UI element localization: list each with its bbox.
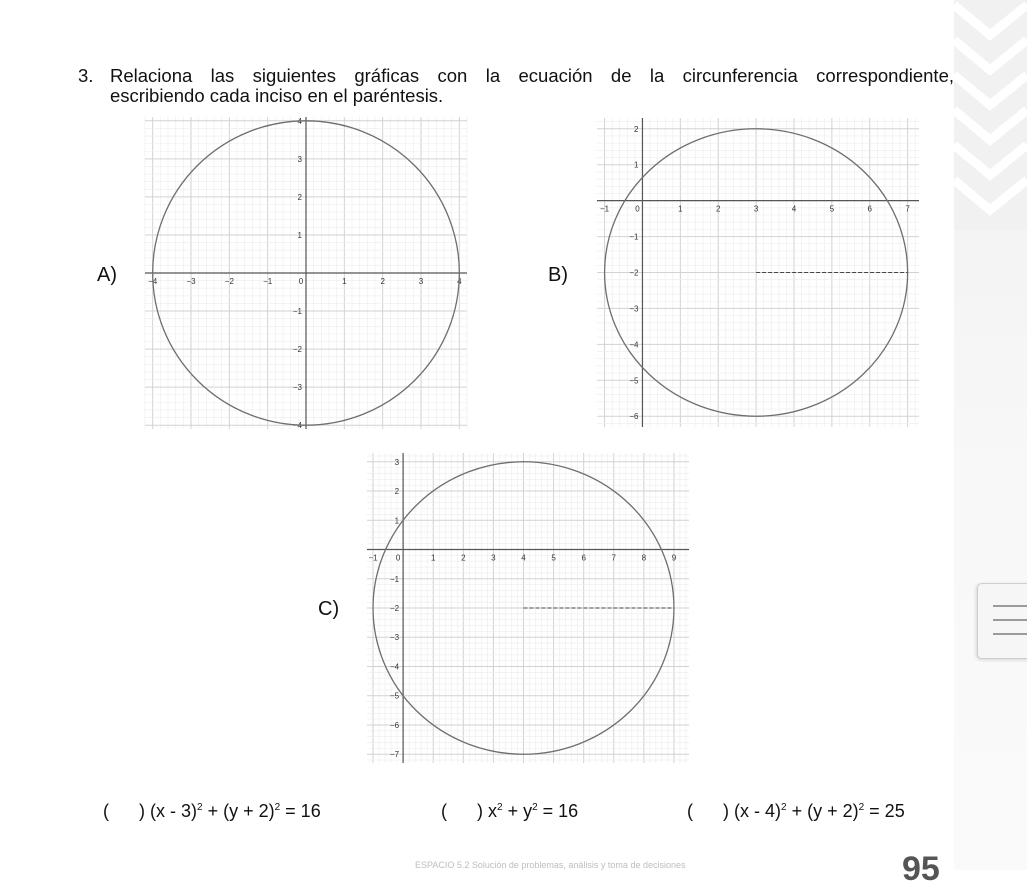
x-tick-label: 2: [461, 553, 466, 563]
y-tick-label: 3: [394, 457, 400, 467]
y-tick-label: −3: [629, 304, 639, 314]
y-tick-label: −1: [629, 232, 639, 242]
y-tick-label: 3: [297, 154, 302, 164]
menu-button[interactable]: [977, 583, 1027, 659]
y-tick-label: 1: [394, 516, 400, 526]
x-tick-label: −4: [148, 277, 158, 286]
x-tick-label: 0: [298, 277, 304, 286]
x-tick-label: 1: [342, 277, 347, 286]
question-text-line1: Relaciona las siguientes gráficas con la ecuación de la circunferencia correspondiente,: [110, 65, 954, 86]
question-text: [110, 66, 954, 106]
hamburger-icon-line: [993, 633, 1027, 635]
x-tick-label: 3: [753, 204, 759, 214]
page-number: 95: [902, 850, 940, 888]
y-tick-label: −2: [389, 604, 400, 613]
y-tick-label: −1: [389, 574, 400, 584]
x-tick-label: 4: [521, 553, 526, 563]
chevron-pattern-icon: [954, 0, 1027, 230]
x-tick-label: 1: [430, 553, 436, 563]
answer-2-close-paren: ): [477, 801, 483, 821]
answer-1-open-paren[interactable]: (: [103, 801, 109, 821]
graph-c-label: C): [318, 598, 340, 620]
x-tick-label: 3: [491, 553, 496, 563]
answer-option-1: [103, 801, 321, 822]
y-tick-label: 1: [634, 160, 639, 170]
hamburger-icon-line: [993, 619, 1027, 621]
x-tick-label: −1: [263, 277, 273, 286]
x-tick-label: 9: [671, 553, 677, 563]
y-tick-label: −5: [629, 376, 639, 386]
answer-option-2: [441, 801, 578, 822]
x-tick-label: −1: [368, 553, 378, 563]
x-tick-label: 7: [905, 204, 910, 214]
graph-a-label: A): [97, 264, 117, 286]
x-tick-label: −1: [600, 204, 610, 214]
answer-1-close-paren: ): [139, 801, 145, 821]
graph-b-label: B): [548, 264, 568, 286]
y-tick-label: −1: [292, 307, 302, 317]
y-tick-label: −2: [629, 268, 639, 278]
x-tick-label: 2: [715, 204, 721, 214]
answer-2-equation: $x^2 + y^2 = 16$: [488, 801, 579, 821]
y-tick-label: 1: [297, 230, 302, 240]
x-tick-label: 0: [395, 553, 401, 563]
graph-a: [145, 117, 467, 429]
x-tick-label: 4: [457, 277, 462, 286]
x-tick-label: −3: [186, 277, 196, 286]
y-tick-label: −4: [292, 421, 302, 431]
x-tick-label: −2: [224, 277, 234, 286]
x-tick-label: 6: [581, 553, 586, 563]
y-tick-label: −4: [389, 662, 400, 672]
graph-b: [597, 118, 919, 427]
y-tick-label: 2: [394, 487, 400, 497]
answer-3-open-paren[interactable]: (: [687, 801, 693, 821]
y-tick-label: 2: [297, 192, 302, 202]
graph-c: [367, 453, 689, 763]
x-tick-label: 5: [829, 204, 835, 214]
x-tick-label: 6: [867, 204, 872, 214]
answer-3-close-paren: ): [723, 801, 729, 821]
y-tick-label: −6: [629, 412, 639, 422]
answer-1-equation: $(x - 3)^2 + (y + 2)^2 = 16$: [150, 801, 321, 821]
y-tick-label: 2: [634, 124, 639, 134]
question-number: 3.: [78, 65, 94, 86]
x-tick-label: 4: [791, 204, 797, 214]
y-tick-label: −3: [389, 633, 400, 643]
footer-text: ESPACIO 5.2 Solución de problemas, análisis y toma de decisiones: [415, 860, 686, 870]
y-tick-label: −5: [389, 691, 400, 701]
answer-2-open-paren[interactable]: (: [441, 801, 447, 821]
x-tick-label: 8: [641, 553, 647, 563]
question-3: [78, 66, 954, 106]
y-tick-label: 4: [297, 116, 302, 126]
x-tick-label: 0: [635, 204, 640, 214]
x-tick-label: 3: [418, 277, 424, 286]
x-tick-label: 1: [678, 204, 683, 214]
y-tick-label: −6: [389, 720, 400, 730]
hamburger-icon-line: [993, 605, 1027, 607]
answer-3-equation: $(x - 4)^2 + (y + 2)^2 = 25$: [734, 801, 905, 821]
x-tick-label: 2: [380, 277, 385, 286]
question-text-line2: escribiendo cada inciso en el paréntesis.: [110, 85, 444, 106]
x-tick-label: 7: [611, 553, 616, 563]
y-tick-label: −2: [292, 345, 302, 355]
y-tick-label: −4: [629, 340, 639, 350]
x-tick-label: 5: [551, 553, 556, 563]
y-tick-label: −3: [292, 383, 302, 393]
answer-option-3: [687, 801, 905, 822]
y-tick-label: −7: [389, 750, 400, 760]
